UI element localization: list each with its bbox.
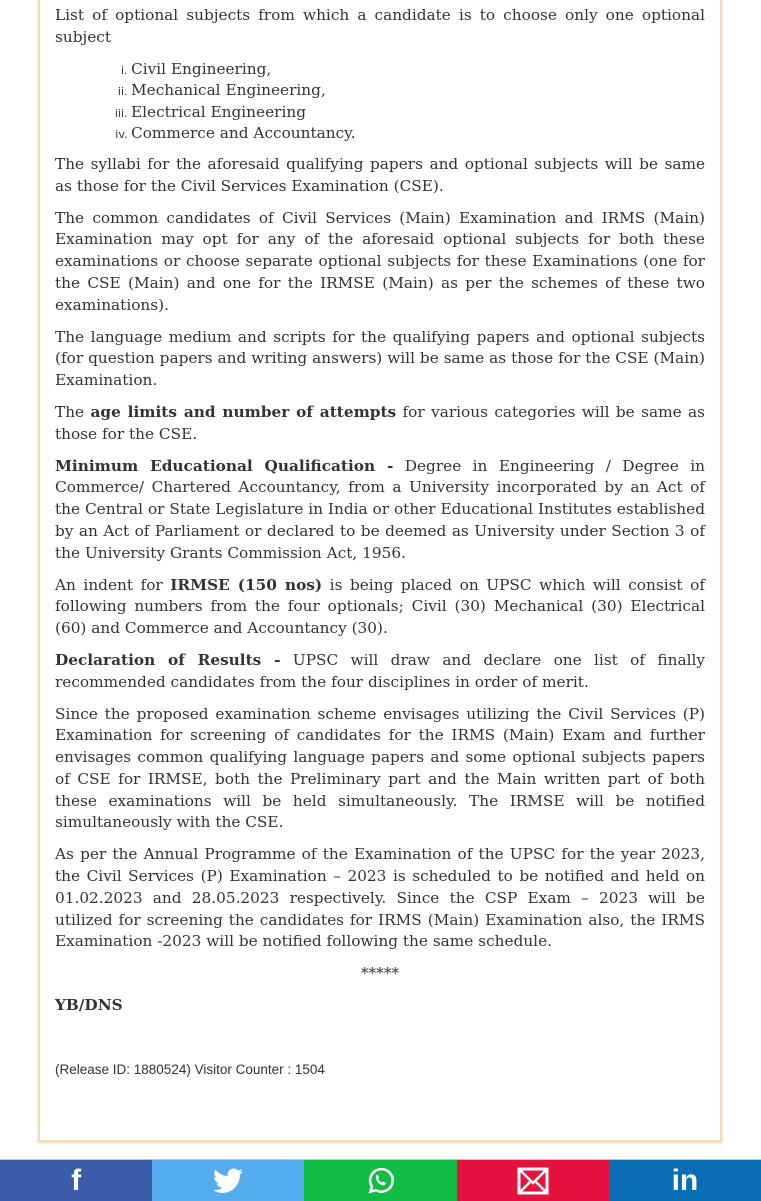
twitter-icon <box>213 1168 243 1194</box>
list-item: iv. Commerce and Accountancy. <box>131 123 705 145</box>
optional-subjects-list <box>55 59 705 145</box>
share-whatsapp-button[interactable] <box>304 1160 456 1201</box>
release-info: (Release ID: 1880524) Visitor Counter : 1504 <box>55 1061 325 1077</box>
text: for various categories will be same as those for the CSE. <box>55 402 705 443</box>
article-body <box>55 5 705 1091</box>
share-linkedin-button[interactable] <box>609 1160 761 1201</box>
paragraph-language: The language medium and scripts for the qualifying papers and optional subjects (for question papers and writing answers) will be same as those for the CSE (Main) Examination. <box>55 327 705 390</box>
text: UPSC will draw and declare one list of finally recommended candidates from the four disciplines in order of merit. <box>55 650 705 691</box>
bold-text: age limits and number of attempts <box>90 402 397 421</box>
facebook-icon: f <box>71 1163 82 1197</box>
text: Degree in Engineering / Degree in Commerce/ Chartered Accountancy, from a University incorporated by an Act of the Central or State Legislature in India or other Educational Institutes established by an Act of Parliament or declared to be deemed as University under Section 3 of the University Grants Commission Act, 1956. <box>55 456 705 562</box>
paragraph-programme: As per the Annual Programme of the Examination of the UPSC for the year 2023, the Civil Services (P) Examination – 2023 is scheduled to be notified and held on 01.02.2023 and 28.05.2023 respectively. Since the CSP Exam – 2023 will be utilized for screening the candidates for IRMS (Main) Examination also, the IRMS Examination -2023 will be notified following the same schedule. <box>55 845 705 951</box>
bold-text: IRMSE (150 nos) <box>170 575 323 594</box>
paragraph-qualification <box>55 456 705 565</box>
paragraph-syllabi: The syllabi for the aforesaid qualifying papers and optional subjects will be same as those for the Civil Services Examination (CSE). <box>55 154 705 195</box>
email-icon <box>517 1167 549 1195</box>
share-twitter-button[interactable] <box>152 1160 304 1201</box>
text: is being placed on UPSC which will consist of following numbers from the four optionals; Civil (30) Mechanical (30) Electrical (60) and Commerce and Accountancy (30). <box>55 575 705 638</box>
share-bar <box>0 1159 761 1201</box>
paragraph-indent <box>55 575 705 640</box>
bold-text: Minimum Educational Qualification - <box>55 456 394 475</box>
list-item: i. Civil Engineering, <box>131 59 705 81</box>
list-item: iii. Electrical Engineering <box>131 102 705 124</box>
share-email-button[interactable] <box>457 1160 609 1201</box>
linkedin-icon: in <box>671 1163 699 1197</box>
intro-text: List of optional subjects from which a candidate is to choose only one optional subject <box>55 6 705 46</box>
paragraph-common-candidates: The common candidates of Civil Services (Main) Examination and IRMS (Main) Examination may opt for any of the aforesaid optional subjects for both these examinations or choose separate optional subjects for these Examinations (one for the CSE (Main) and one for the IRMSE (Main) as per the schemes of these two examinations). <box>55 208 705 314</box>
separator-stars: ***** <box>360 964 400 983</box>
paragraph-results <box>55 650 705 694</box>
text: The <box>55 402 91 421</box>
signature: YB/DNS <box>55 996 123 1015</box>
bold-text: Declaration of Results - <box>55 650 281 669</box>
share-facebook-button[interactable] <box>0 1160 152 1201</box>
whatsapp-icon <box>366 1166 396 1196</box>
list-item: ii. Mechanical Engineering, <box>131 80 705 102</box>
paragraph-age-limits <box>55 402 705 446</box>
paragraph-scheme: Since the proposed examination scheme envisages utilizing the Civil Services (P) Examination for screening of candidates for the IRMS (Main) Exam and further envisages common qualifying language papers and some optional subjects papers of CSE for IRMSE, both the Preliminary part and the Main written part of both these examinations will be held simultaneously. The IRMSE will be notified simultaneously with the CSE. <box>55 704 705 832</box>
text: An indent for <box>55 575 171 594</box>
